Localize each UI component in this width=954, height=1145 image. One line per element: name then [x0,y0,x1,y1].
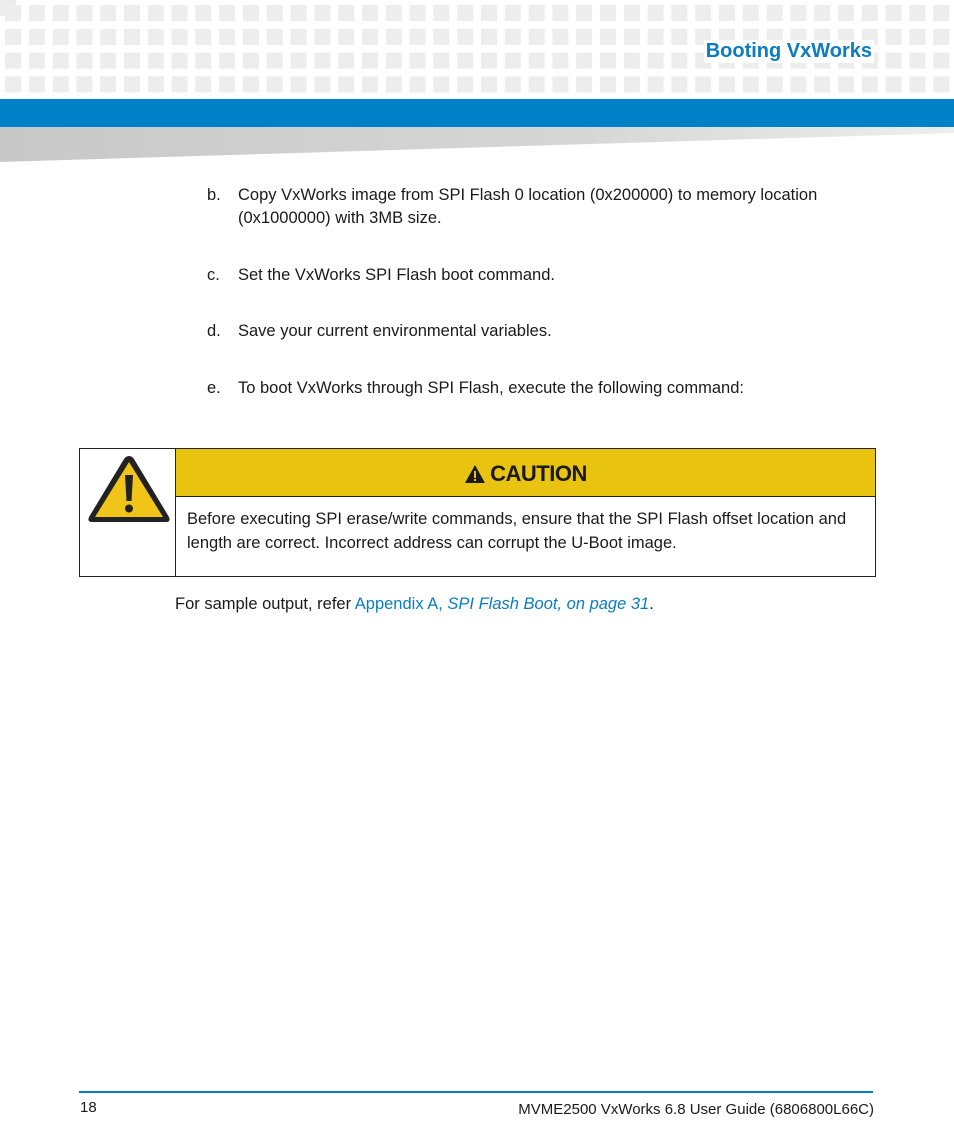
pattern-square [933,76,949,92]
pattern-square [338,29,354,45]
pattern-square [624,29,640,45]
pattern-square [933,53,949,69]
pattern-square [148,53,164,69]
pattern-square [624,53,640,69]
pattern-square [148,5,164,21]
pattern-square [767,5,783,21]
pattern-square [862,76,878,92]
pattern-square [314,53,330,69]
list-item-letter: e. [207,379,221,397]
pattern-square [814,5,830,21]
pattern-square [219,29,235,45]
pattern-square [933,5,949,21]
pattern-square [410,5,426,21]
pattern-square [53,53,69,69]
pattern-square [124,29,140,45]
pattern-square [195,5,211,21]
list-item-text: To boot VxWorks through SPI Flash, execute the following command: [238,379,744,397]
pattern-square [719,5,735,21]
pattern-square [267,53,283,69]
pattern-square [243,76,259,92]
pattern-square [481,29,497,45]
pattern-square [291,53,307,69]
pattern-square [29,76,45,92]
pattern-square [576,29,592,45]
pattern-square [909,76,925,92]
pattern-square [886,53,902,69]
pattern-square [219,76,235,92]
header-gray-wedge [0,127,954,163]
pattern-square [5,53,21,69]
pattern-square [838,5,854,21]
caution-label: CAUTION [490,461,587,486]
list-item-letter: b. [207,186,221,204]
reference-suffix: . [649,595,654,613]
pattern-square [243,5,259,21]
pattern-square [505,29,521,45]
pattern-square [148,76,164,92]
pattern-square [671,76,687,92]
pattern-square [790,5,806,21]
pattern-square [671,29,687,45]
pattern-square [743,76,759,92]
header-blue-band [0,99,954,127]
pattern-square [362,53,378,69]
pattern-square [172,5,188,21]
pattern-square [29,5,45,21]
footer-rule [79,1091,873,1093]
pattern-square [457,29,473,45]
pattern-square [386,76,402,92]
section-link[interactable]: SPI Flash Boot, on page 31 [447,595,650,613]
pattern-square [457,76,473,92]
pattern-square [529,53,545,69]
pattern-square [529,29,545,45]
pattern-square [29,29,45,45]
pattern-square [648,29,664,45]
pattern-square [362,76,378,92]
warning-triangle-icon [86,453,172,525]
pattern-square [433,53,449,69]
pattern-square [267,29,283,45]
pattern-square [76,53,92,69]
pattern-square [410,53,426,69]
pattern-square [386,29,402,45]
pattern-square [267,76,283,92]
pattern-square [433,5,449,21]
pattern-square [291,5,307,21]
pattern-square [53,29,69,45]
pattern-square [909,5,925,21]
pattern-square [5,76,21,92]
pattern-square [933,29,949,45]
pattern-square [552,5,568,21]
list-item-letter: c. [207,266,220,284]
pattern-square [124,76,140,92]
pattern-square [338,53,354,69]
pattern-square [457,5,473,21]
pattern-square [552,53,568,69]
pattern-square [529,76,545,92]
list-item-text: Copy VxWorks image from SPI Flash 0 location (0x200000) to memory location (0x1000000) with 3MB size. [238,186,818,227]
pattern-square [76,29,92,45]
pattern-square [505,5,521,21]
pattern-square [695,76,711,92]
pattern-square [671,5,687,21]
pattern-square [172,53,188,69]
appendix-link[interactable]: Appendix A, [354,595,448,613]
pattern-square [671,53,687,69]
pattern-square [600,53,616,69]
pattern-square [314,76,330,92]
pattern-square [648,5,664,21]
reference-line [175,595,654,614]
pattern-square [291,76,307,92]
list-item-text: Set the VxWorks SPI Flash boot command. [238,266,555,284]
pattern-square [362,29,378,45]
pattern-square [719,76,735,92]
pattern-square [53,5,69,21]
caution-label-wrap [176,461,875,487]
pattern-square [505,76,521,92]
caution-small-warning-icon [464,464,486,484]
caution-box [79,448,876,577]
pattern-square [5,5,21,21]
pattern-square [790,76,806,92]
pattern-square [909,29,925,45]
pattern-square [552,76,568,92]
pattern-square [29,53,45,69]
pattern-square [886,5,902,21]
reference-prefix: For sample output, refer [175,595,355,613]
pattern-square [743,5,759,21]
pattern-square [124,53,140,69]
pattern-square [624,5,640,21]
pattern-square [243,53,259,69]
pattern-square [433,29,449,45]
pattern-square [291,29,307,45]
pattern-square [243,29,259,45]
pattern-square [600,5,616,21]
pattern-square [76,5,92,21]
pattern-square [148,29,164,45]
page-number: 18 [80,1099,97,1116]
pattern-square [481,53,497,69]
pattern-square [338,76,354,92]
pattern-square [648,53,664,69]
pattern-square [362,5,378,21]
pattern-square [410,29,426,45]
pattern-square [172,29,188,45]
pattern-square [767,76,783,92]
pattern-square [529,5,545,21]
pattern-square [433,76,449,92]
pattern-square [886,76,902,92]
pattern-square [195,76,211,92]
pattern-square [124,5,140,21]
pattern-square [862,5,878,21]
pattern-square [838,76,854,92]
pattern-square [410,76,426,92]
pattern-square [576,53,592,69]
pattern-square [267,5,283,21]
pattern-square [195,53,211,69]
pattern-square [481,5,497,21]
pattern-square [219,53,235,69]
pattern-square [576,5,592,21]
pattern-square [76,76,92,92]
pattern-square [386,5,402,21]
pattern-square [338,5,354,21]
pattern-square [53,76,69,92]
pattern-square [100,29,116,45]
pattern-square [600,29,616,45]
caution-message: Before executing SPI erase/write commands, ensure that the SPI Flash offset location and length are correct. Incorrect address can corrupt the U-Boot image. [187,510,847,552]
caution-header [176,449,875,497]
document-title: MVME2500 VxWorks 6.8 User Guide (6806800L66C) [518,1101,874,1118]
caution-icon-cell [80,449,176,576]
pattern-square [886,29,902,45]
pattern-square [195,29,211,45]
pattern-square [624,76,640,92]
pattern-square [314,29,330,45]
section-title: Booting VxWorks [705,40,872,62]
list-item-text: Save your current environmental variables. [238,322,552,340]
pattern-square [600,76,616,92]
pattern-square [648,76,664,92]
pattern-square [552,29,568,45]
pattern-square [219,5,235,21]
pattern-square [386,53,402,69]
pattern-square [314,5,330,21]
pattern-square [100,76,116,92]
list-item-letter: d. [207,322,221,340]
pattern-square [576,76,592,92]
pattern-square [505,53,521,69]
pattern-square [457,53,473,69]
pattern-square [481,76,497,92]
pattern-square [172,76,188,92]
pattern-square [5,29,21,45]
pattern-square [100,53,116,69]
pattern-square [100,5,116,21]
pattern-square [909,53,925,69]
pattern-square [695,5,711,21]
pattern-square [814,76,830,92]
